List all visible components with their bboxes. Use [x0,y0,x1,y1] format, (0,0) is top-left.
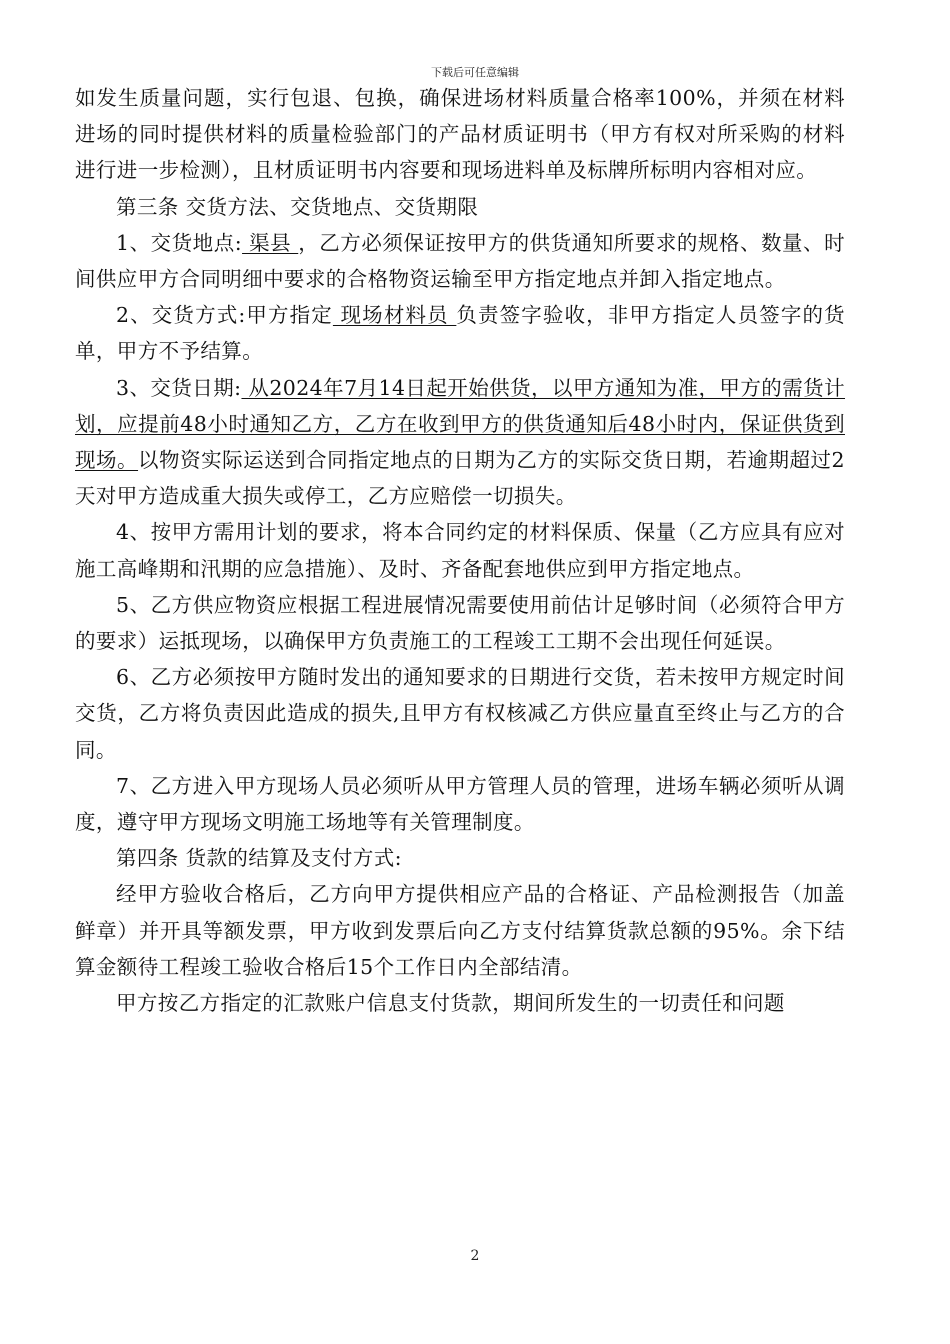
article-3-title: 第三条 交货方法、交货地点、交货期限 [116,194,479,219]
clause-text: 负责签字验收，非甲方指定人员签字的货单，甲方不予结算。 [75,303,845,364]
clause-delivery-date [75,370,845,515]
clause-site-rules: 7、乙方进入甲方现场人员必须听从甲方管理人员的管理，进场车辆必须听从调度，遵守甲方现场文明施工场地等有关管理制度。 [75,773,845,835]
clause-late-delivery: 6、乙方必须按甲方随时发出的通知要求的日期进行交货，若未按甲方规定时间交货，乙方将负责因此造成的损失,且甲方有权核减乙方供应量直至终止与乙方的合同。 [75,665,845,762]
paragraph-settlement: 经甲方验收合格后，乙方向甲方提供相应产品的合格证、产品检测报告（加盖鲜章）并开具等额发票，甲方收到发票后向乙方支付结算货款总额的95%。余下结算金额待工程竣工验收合格后15个工作日内全部结清。 [75,882,845,979]
delivery-location-value: 渠县 [242,230,299,255]
clause-supply-plan: 4、按甲方需用计划的要求，将本合同约定的材料保质、保量（乙方应具有应对施工高峰期和汛期的应急措施）、及时、齐备配套地供应到甲方指定地点。 [75,520,845,581]
clause-label: 1、交货地点: [116,230,243,255]
clause-text: 以物资实际运送到合同指定地点的日期为乙方的实际交货日期，若逾期超过2天对甲方造成重大损失或停工，乙方应赔偿一切损失。 [75,448,845,509]
clause-text: ，乙方必须保证按甲方的供货通知所要求的规格、数量、时间供应甲方合同明细中要求的合格物资运输至甲方指定地点并卸入指定地点。 [75,230,845,292]
page-number: 2 [470,1248,480,1264]
document-body [75,80,845,1021]
clause-label: 3、交货日期: [116,375,242,400]
paragraph-quality: 如发生质量问题，实行包退、包换，确保进场材料质量合格率100%，并须在材料进场的同时提供材料的质量检验部门的产品材质证明书（甲方有权对所采购的材料进行进一步检测），且材质证明书内容要和现场进料单及标牌所标明内容相对应。 [75,86,845,183]
clause-label: 2、交货方式:甲方指定 [116,303,333,328]
clause-delivery-method [75,297,845,369]
clause-delivery-location [75,225,845,297]
page-header-note: 下载后可任意编辑 [431,66,519,79]
article-4-title: 第四条 货款的结算及支付方式: [116,846,402,871]
clause-supply-timing: 5、乙方供应物资应根据工程进展情况需要使用前估计足够时间（必须符合甲方的要求）运抵现场，以确保甲方负责施工的工程竣工工期不会出现任何延误。 [75,592,845,654]
delivery-method-value: 现场材料员 [332,303,457,328]
delivery-date-value: 从2024年7月14日起开始供货，以甲方通知为准，甲方的需货计划，应提前48小时通知乙方，乙方在收到甲方的供货通知后48小时内，保证供货到现场。 [75,375,846,473]
paragraph-payment-account: 甲方按乙方指定的汇款账户信息支付货款，期间所发生的一切责任和问题 [116,991,785,1016]
